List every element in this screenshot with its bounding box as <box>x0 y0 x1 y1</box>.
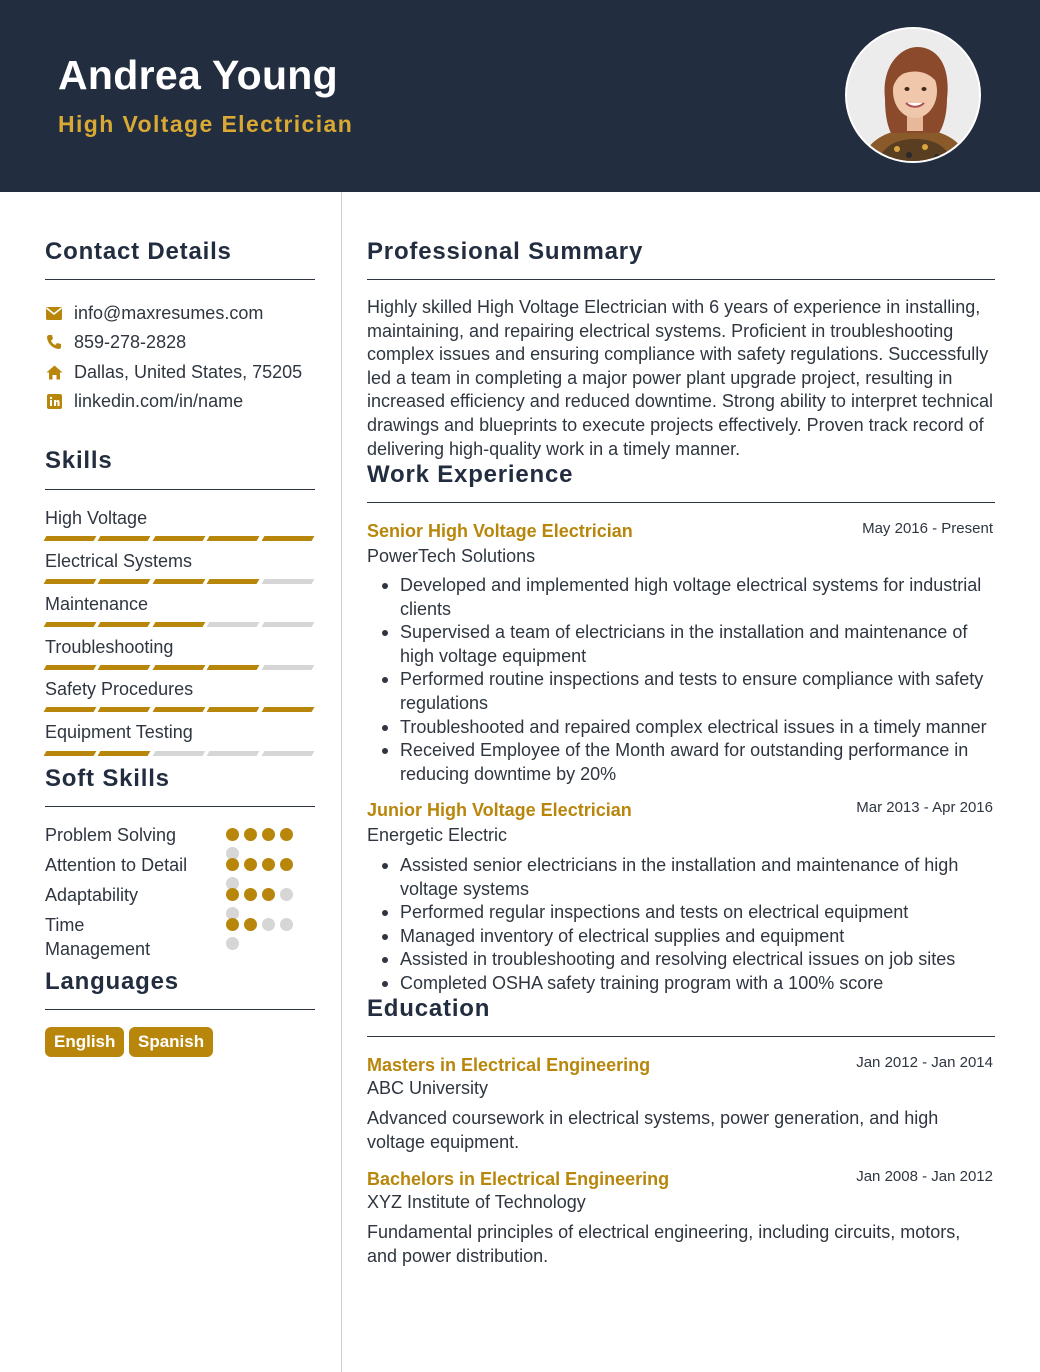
skill-level-bar <box>45 622 313 627</box>
skill-level-bar <box>45 707 313 712</box>
job-bullet: Assisted in troubleshooting and resolving electrical issues on job sites <box>400 948 1000 972</box>
job-company: Energetic Electric <box>367 825 508 845</box>
skill-segment-filled <box>207 707 260 712</box>
job-role: Senior High Voltage Electrician <box>367 521 633 541</box>
skill-segment-filled <box>44 622 97 627</box>
skill-segment-filled <box>44 536 97 541</box>
skill-segment-empty <box>207 751 260 756</box>
job-bullet: Performed regular inspections and tests on electrical equipment <box>400 901 1000 925</box>
rating-dot-filled <box>226 858 239 871</box>
rating-dot-empty <box>226 937 239 950</box>
job-bullet: Received Employee of the Month award for outstanding performance in reducing downtime by 20% <box>400 739 1000 786</box>
skill-name: High Voltage <box>45 508 148 528</box>
degree-dates: Jan 2008 - Jan 2012 <box>856 1168 993 1185</box>
resume-header <box>0 0 1040 192</box>
column-divider <box>341 192 342 1372</box>
skill-segment-filled <box>98 579 151 584</box>
soft-skill-name: Problem Solving <box>45 825 177 845</box>
contact-heading: Contact Details <box>45 238 232 265</box>
rating-dot-empty <box>262 918 275 931</box>
skill-segment-filled <box>207 665 260 670</box>
skill-segment-filled <box>261 707 314 712</box>
job-bullet: Developed and implemented high voltage electrical systems for industrial clients <box>400 574 1000 621</box>
skill-segment-filled <box>44 751 97 756</box>
job-company: PowerTech Solutions <box>367 546 536 566</box>
profile-photo-illustration <box>847 29 981 163</box>
rating-dot-filled <box>244 858 257 871</box>
skill-name: Safety Procedures <box>45 679 194 699</box>
summary-heading: Professional Summary <box>367 238 644 265</box>
rating-dot-empty <box>280 918 293 931</box>
contact-email[interactable] <box>45 301 263 325</box>
skill-segment-filled <box>98 536 151 541</box>
skill-segment-filled <box>44 707 97 712</box>
skill-segment-empty <box>261 622 314 627</box>
skill-segment-filled <box>207 579 260 584</box>
rating-dot-filled <box>244 918 257 931</box>
school-name: XYZ Institute of Technology <box>367 1192 586 1212</box>
contact-phone-text: 859-278-2828 <box>74 331 187 352</box>
contact-linkedin[interactable] <box>45 389 243 413</box>
skill-segment-empty <box>261 579 314 584</box>
rating-dot-filled <box>262 828 275 841</box>
degree-description: Advanced coursework in electrical systems, power generation, and high voltage equipment. <box>367 1108 939 1152</box>
skill-segment-filled <box>44 579 97 584</box>
experience-heading: Work Experience <box>367 461 574 488</box>
skill-name: Troubleshooting <box>45 637 174 657</box>
skill-level-bar <box>45 665 313 670</box>
contact-location <box>45 360 302 384</box>
skill-segment-empty <box>207 622 260 627</box>
soft-skill-dots <box>226 858 306 890</box>
skill-level-bar <box>45 536 313 541</box>
soft-skill-dots <box>226 918 306 950</box>
rating-dot-filled <box>244 888 257 901</box>
skill-segment-filled <box>207 536 260 541</box>
language-badge: Spanish <box>129 1027 213 1057</box>
languages-heading: Languages <box>45 968 179 995</box>
profile-photo <box>845 27 981 163</box>
skill-name: Maintenance <box>45 594 149 614</box>
rating-dot-filled <box>226 828 239 841</box>
rating-dot-filled <box>280 828 293 841</box>
job-role: Junior High Voltage Electrician <box>367 800 632 820</box>
soft-skills-heading: Soft Skills <box>45 765 170 792</box>
skill-segment-filled <box>152 579 205 584</box>
linkedin-icon <box>45 392 63 410</box>
skill-segment-filled <box>98 751 151 756</box>
contact-linkedin-text: linkedin.com/in/name <box>74 390 244 411</box>
home-icon <box>45 363 63 381</box>
skill-segment-filled <box>98 622 151 627</box>
degree-name: Masters in Electrical Engineering <box>367 1055 651 1075</box>
rating-dot-filled <box>262 888 275 901</box>
languages-rule <box>45 1009 315 1010</box>
skill-level-bar <box>45 751 313 756</box>
contact-location-text: Dallas, United States, 75205 <box>74 361 303 382</box>
rating-dot-filled <box>226 888 239 901</box>
skills-rule <box>45 489 315 490</box>
rating-dot-filled <box>280 858 293 871</box>
candidate-title: High Voltage Electrician <box>58 111 354 137</box>
skill-name: Electrical Systems <box>45 551 193 571</box>
rating-dot-filled <box>244 828 257 841</box>
envelope-icon <box>45 304 63 322</box>
education-heading: Education <box>367 995 491 1022</box>
experience-rule <box>367 502 995 503</box>
job-bullets <box>400 574 1000 786</box>
soft-skill-dots <box>226 888 306 920</box>
candidate-name: Andrea Young <box>58 52 338 98</box>
skill-segment-filled <box>44 665 97 670</box>
job-bullet: Assisted senior electricians in the installation and maintenance of high voltage systems <box>400 854 1000 901</box>
degree-description: Fundamental principles of electrical engineering, including circuits, motors, and power distribution. <box>367 1222 961 1266</box>
skills-heading: Skills <box>45 447 113 474</box>
skill-name: Equipment Testing <box>45 722 193 742</box>
soft-skill-name: Time Management <box>45 915 151 959</box>
soft-skill-name: Attention to Detail <box>45 855 188 875</box>
skill-segment-filled <box>152 707 205 712</box>
job-bullet: Supervised a team of electricians in the installation and maintenance of high voltage equipment <box>400 621 1000 668</box>
contact-rule <box>45 279 315 280</box>
skill-segment-filled <box>98 707 151 712</box>
job-bullets <box>400 854 1000 996</box>
job-bullet: Managed inventory of electrical supplies and equipment <box>400 925 1000 949</box>
summary-rule <box>367 279 995 280</box>
rating-dot-filled <box>262 858 275 871</box>
skill-segment-filled <box>152 536 205 541</box>
language-badge: English <box>45 1027 124 1057</box>
soft-skill-name: Adaptability <box>45 885 139 905</box>
soft-skill-dots <box>226 828 306 860</box>
summary-text: Highly skilled High Voltage Electrician with 6 years of experience in installing, maintaining, and repairing electrical systems. Proficient in troubleshooting complex issues and ensuring compliance with safety regulations. Successfully led a team in completing a major power plant upgrade project, resulting in increased efficiency and reduced downtime. Strong ability to interpret technical drawings and blueprints to execute projects effectively. Proven track record of delivering high-quality work in a timely manner. <box>367 297 994 459</box>
education-rule <box>367 1036 995 1037</box>
phone-icon <box>45 333 63 351</box>
skill-segment-empty <box>261 751 314 756</box>
skill-level-bar <box>45 579 313 584</box>
school-name: ABC University <box>367 1078 489 1098</box>
rating-dot-filled <box>226 918 239 931</box>
job-dates: May 2016 - Present <box>862 520 993 537</box>
skill-segment-empty <box>261 665 314 670</box>
skill-segment-empty <box>152 751 205 756</box>
skill-segment-filled <box>152 622 205 627</box>
skill-segment-filled <box>98 665 151 670</box>
contact-email-text: info@maxresumes.com <box>74 302 264 323</box>
degree-dates: Jan 2012 - Jan 2014 <box>856 1054 993 1071</box>
skill-segment-filled <box>152 665 205 670</box>
skill-segment-filled <box>261 536 314 541</box>
rating-dot-empty <box>280 888 293 901</box>
degree-name: Bachelors in Electrical Engineering <box>367 1169 670 1189</box>
job-bullet: Performed routine inspections and tests to ensure compliance with safety regulations <box>400 668 1000 715</box>
soft-skills-rule <box>45 806 315 807</box>
job-bullet: Troubleshooted and repaired complex electrical issues in a timely manner <box>400 716 1000 740</box>
contact-phone[interactable] <box>45 330 186 354</box>
job-bullet: Completed OSHA safety training program with a 100% score <box>400 972 1000 996</box>
job-dates: Mar 2013 - Apr 2016 <box>856 799 993 816</box>
